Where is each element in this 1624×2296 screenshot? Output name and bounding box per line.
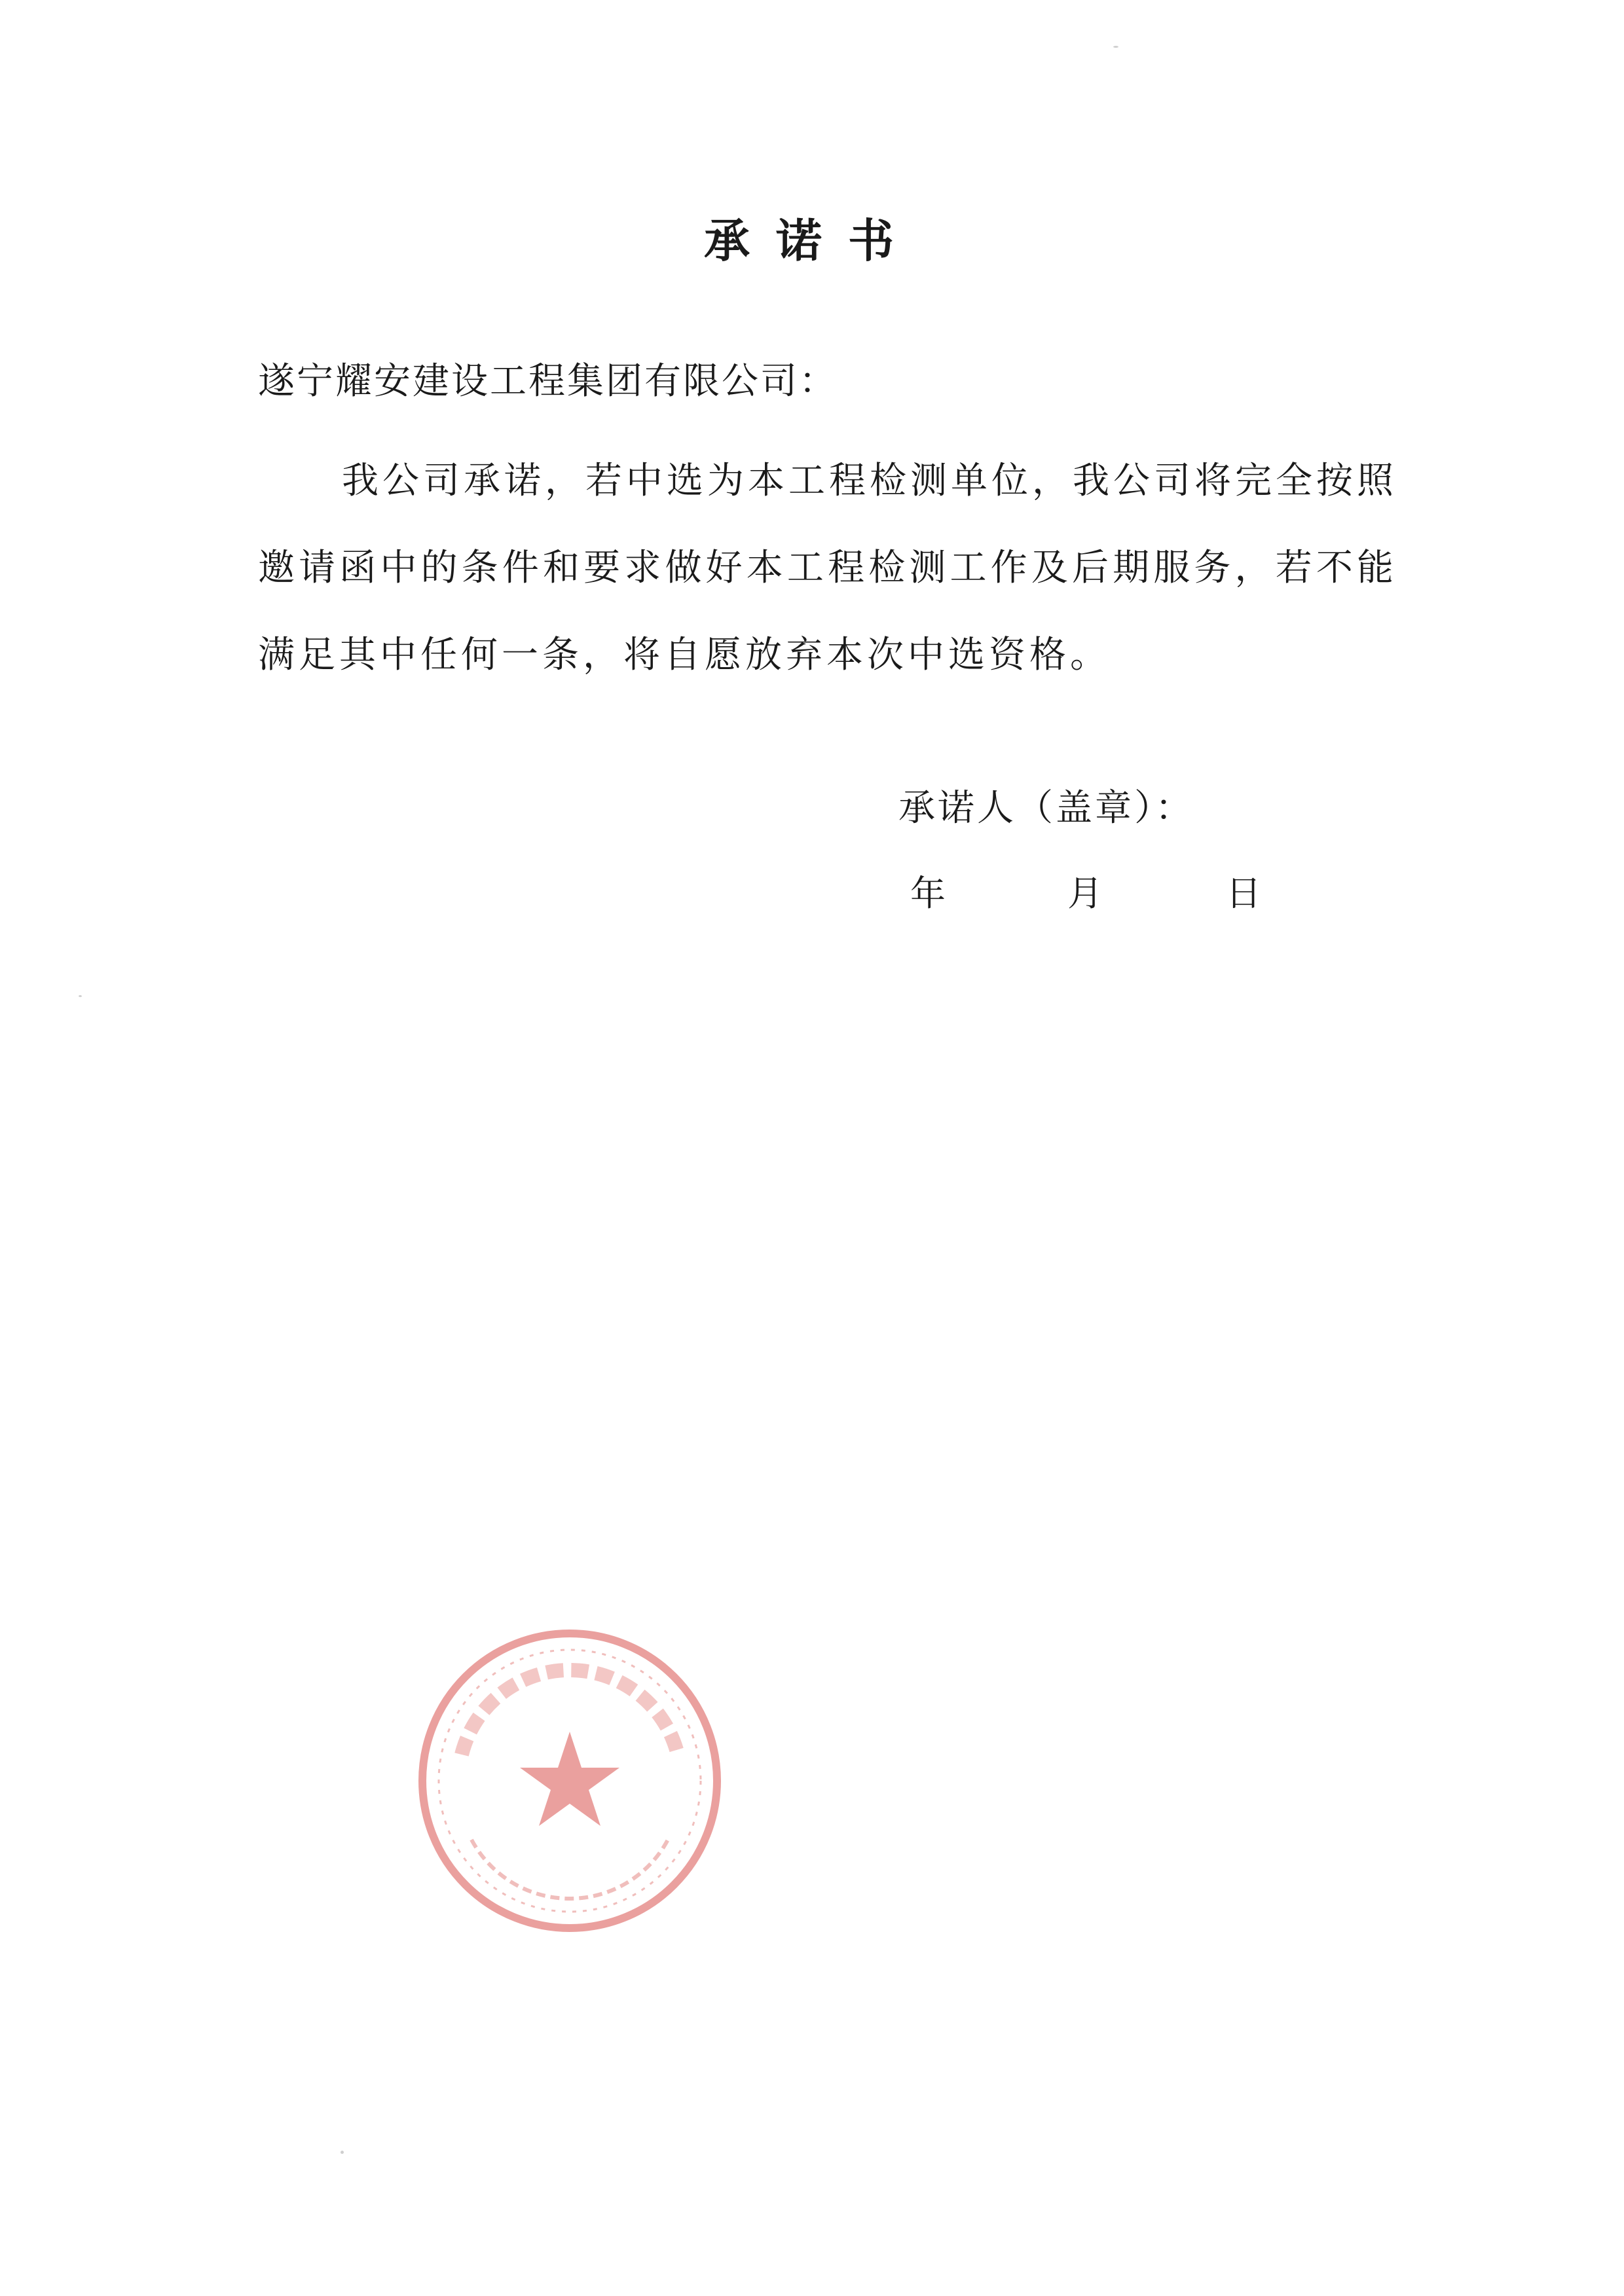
signer-label: 承诺人（盖章）： xyxy=(898,787,1194,829)
addressee-line: 遂宁耀安建设工程集团有限公司： xyxy=(258,360,838,403)
scan-speck xyxy=(79,995,82,997)
commitment-body: 我公司承诺，若中选为本工程检测单位，我公司将完全按照邀请函中的条件和要求做好本工程检测工作及后期服务，若不能满足其中任何一条，将自愿放弃本次中选资格。 xyxy=(258,460,1397,676)
star-icon xyxy=(520,1732,619,1826)
scan-speck xyxy=(341,2151,344,2154)
company-seal xyxy=(413,1624,727,1938)
document-title: 承诺书 xyxy=(704,213,920,268)
seal-bottom-marks xyxy=(471,1840,668,1899)
date-day-label: 日 xyxy=(1226,873,1261,914)
scan-speck xyxy=(1113,46,1118,48)
date-month-label: 月 xyxy=(1067,873,1103,914)
date-year-label: 年 xyxy=(910,873,946,914)
